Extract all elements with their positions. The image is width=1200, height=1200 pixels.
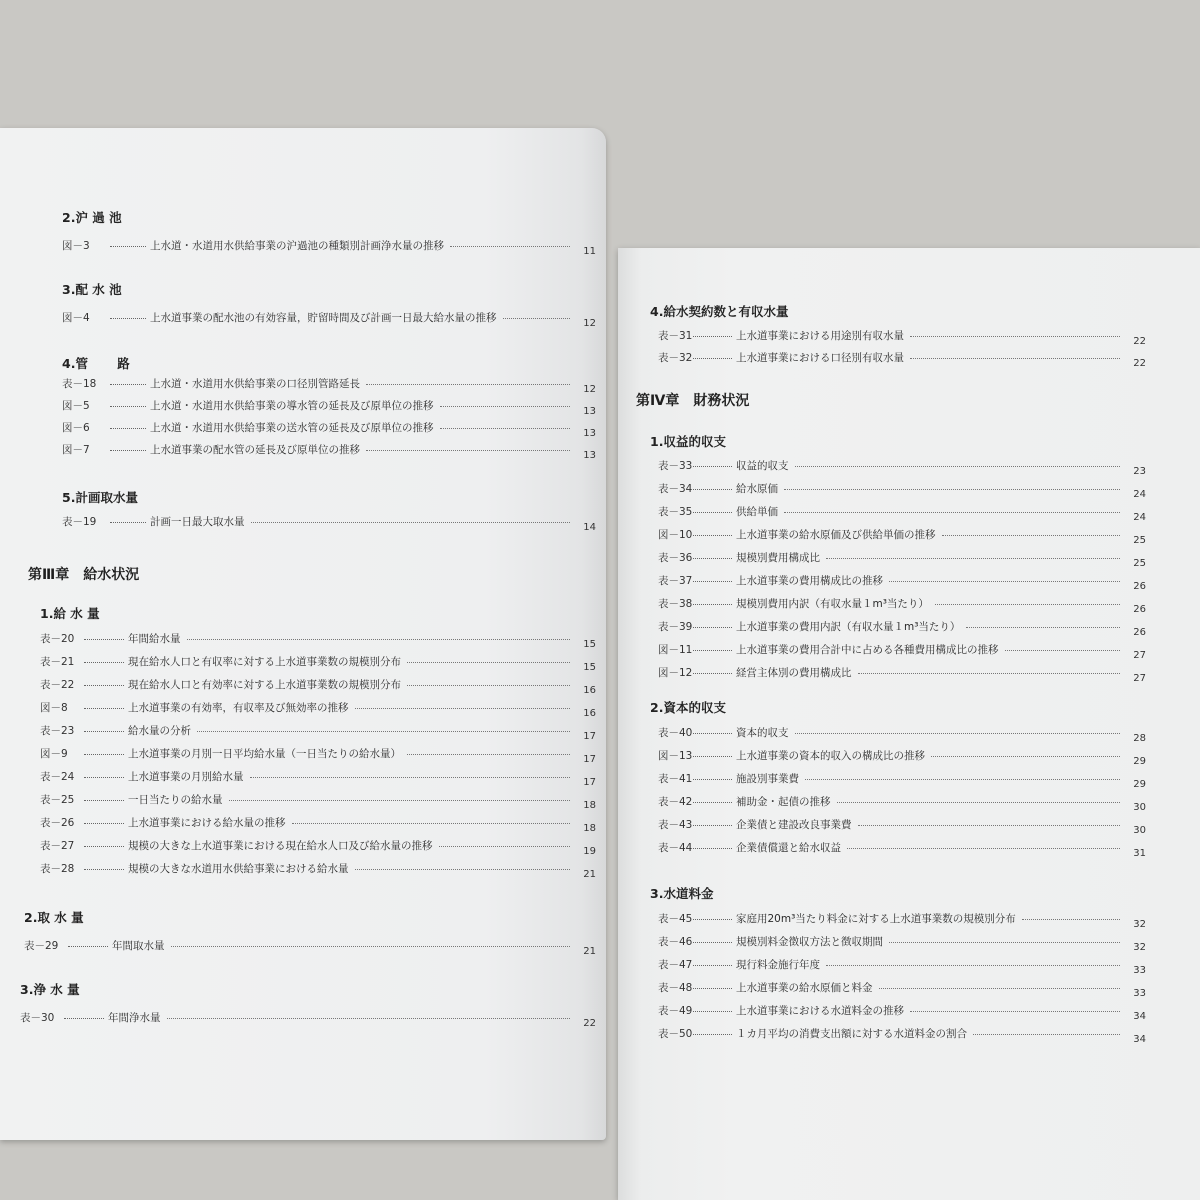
leader-dots [110, 450, 146, 451]
toc-entry [618, 748, 1150, 766]
leader-dots [84, 869, 124, 870]
entry-caption: 上水道事業の費用内訳（有収水量１m³当たり） [736, 621, 961, 633]
entry-caption: 上水道・水道用水供給事業の口径別管路延長 [150, 378, 360, 390]
entry-ref: 表－22 [40, 679, 75, 691]
toc-entry [0, 838, 600, 856]
leader-dots [187, 639, 571, 640]
section-title: 3.浄 水 量 [20, 982, 80, 997]
entry-ref: 表－33 [658, 460, 693, 472]
leader-dots [693, 919, 732, 920]
page-number: 18 [583, 800, 596, 811]
leader-dots [197, 731, 570, 732]
leader-dots [1005, 650, 1121, 651]
page-number: 33 [1133, 965, 1146, 976]
leader-dots [110, 246, 146, 247]
leader-dots [250, 777, 571, 778]
leader-dots [84, 800, 124, 801]
page-number: 21 [583, 946, 596, 957]
entry-ref: 表－39 [658, 621, 693, 633]
leader-dots [693, 627, 732, 628]
leader-dots [68, 946, 108, 947]
toc-entry [0, 310, 600, 328]
leader-dots [1022, 919, 1120, 920]
toc-entry [618, 1003, 1150, 1021]
toc-entry [618, 817, 1150, 835]
entry-ref: 表－34 [658, 483, 693, 495]
leader-dots [693, 604, 732, 605]
leader-dots [407, 754, 570, 755]
entry-ref: 表－19 [62, 516, 97, 528]
toc-entry [618, 527, 1150, 545]
entry-caption: 上水道・水道用水供給事業の沪過池の種類別計画浄水量の推移 [150, 240, 444, 252]
leader-dots [84, 662, 124, 663]
toc-entry [618, 642, 1150, 660]
toc-entry [0, 938, 600, 956]
page-number: 27 [1133, 673, 1146, 684]
chapter-title: 第Ⅲ章 給水状況 [28, 567, 140, 583]
page-number: 32 [1133, 942, 1146, 953]
toc-entry [618, 573, 1150, 591]
page-number: 33 [1133, 988, 1146, 999]
page-number: 30 [1133, 802, 1146, 813]
section-title: 4.給水契約数と有収水量 [650, 304, 789, 319]
entry-ref: 図－12 [658, 667, 693, 679]
toc-entry [618, 911, 1150, 929]
toc-entry [618, 458, 1150, 476]
leader-dots [693, 558, 732, 559]
page-number: 29 [1133, 756, 1146, 767]
entry-ref: 図－9 [40, 748, 68, 760]
leader-dots [292, 823, 571, 824]
page-number: 16 [583, 708, 596, 719]
leader-dots [693, 1034, 732, 1035]
entry-ref: 表－23 [40, 725, 75, 737]
toc-entry [0, 723, 600, 741]
toc-entry [618, 550, 1150, 568]
entry-caption: 上水道事業の配水池の有効容量，貯留時間及び計画一日最大給水量の推移 [150, 312, 497, 324]
page-number: 12 [583, 318, 596, 329]
entry-ref: 図－10 [658, 529, 693, 541]
entry-ref: 表－48 [658, 982, 693, 994]
toc-entry [0, 792, 600, 810]
entry-caption: 現在給水人口と有効率に対する上水道事業数の規模別分布 [128, 679, 401, 691]
page-number: 31 [1133, 848, 1146, 859]
toc-entry [0, 677, 600, 695]
leader-dots [693, 466, 732, 467]
page-number: 32 [1133, 919, 1146, 930]
entry-caption: 規模別料金徴収方法と徴収期間 [736, 936, 883, 948]
leader-dots [110, 384, 146, 385]
page-number: 21 [583, 869, 596, 880]
entry-ref: 表－29 [24, 940, 59, 952]
entry-caption: 給水原価 [736, 483, 778, 495]
entry-caption: 上水道事業の有効率，有収率及び無効率の推移 [128, 702, 349, 714]
entry-caption: 上水道事業の費用構成比の推移 [736, 575, 883, 587]
leader-dots [355, 708, 571, 709]
leader-dots [84, 731, 124, 732]
leader-dots [942, 535, 1121, 536]
leader-dots [858, 673, 1121, 674]
toc-entry [0, 769, 600, 787]
toc-entry [618, 840, 1150, 858]
entry-ref: 表－44 [658, 842, 693, 854]
leader-dots [858, 825, 1121, 826]
leader-dots [693, 336, 732, 337]
toc-entry [618, 350, 1150, 368]
leader-dots [693, 756, 732, 757]
leader-dots [693, 779, 732, 780]
entry-caption: 年間給水量 [128, 633, 181, 645]
entry-caption: 上水道事業における水道料金の推移 [736, 1005, 904, 1017]
entry-ref: 表－21 [40, 656, 75, 668]
leader-dots [693, 733, 732, 734]
leader-dots [171, 946, 571, 947]
toc-entry [618, 596, 1150, 614]
entry-caption: 資本的収支 [736, 727, 789, 739]
entry-caption: 企業債と建設改良事業費 [736, 819, 852, 831]
leader-dots [84, 685, 124, 686]
leader-dots [795, 733, 1121, 734]
entry-ref: 表－35 [658, 506, 693, 518]
leader-dots [110, 522, 146, 523]
section-title: 1.給 水 量 [40, 606, 100, 621]
toc-entry [618, 725, 1150, 743]
page-number: 34 [1133, 1011, 1146, 1022]
entry-caption: 上水道事業の月別一日平均給水量（一日当たりの給水量） [128, 748, 401, 760]
toc-entry [618, 980, 1150, 998]
toc-entry [0, 420, 600, 438]
toc-entry [0, 631, 600, 649]
leader-dots [366, 450, 570, 451]
page-number: 22 [1133, 358, 1146, 369]
entry-ref: 表－26 [40, 817, 75, 829]
left-page [0, 128, 606, 1140]
page-number: 26 [1133, 627, 1146, 638]
entry-caption: 年間浄水量 [108, 1012, 161, 1024]
entry-ref: 表－47 [658, 959, 693, 971]
page-number: 29 [1133, 779, 1146, 790]
page-number: 15 [583, 662, 596, 673]
entry-ref: 表－45 [658, 913, 693, 925]
leader-dots [693, 802, 732, 803]
leader-dots [935, 604, 1120, 605]
entry-ref: 図－5 [62, 400, 90, 412]
leader-dots [450, 246, 570, 247]
page-number: 17 [583, 731, 596, 742]
entry-caption: 規模の大きな水道用水供給事業における給水量 [128, 863, 349, 875]
leader-dots [84, 708, 124, 709]
leader-dots [110, 406, 146, 407]
entry-caption: 上水道事業の資本的収入の構成比の推移 [736, 750, 925, 762]
toc-entry [618, 328, 1150, 346]
toc-entry [618, 1026, 1150, 1044]
leader-dots [795, 466, 1121, 467]
page-number: 24 [1133, 512, 1146, 523]
entry-ref: 表－31 [658, 330, 693, 342]
entry-caption: 家庭用20m³当たり料金に対する上水道事業数の規模別分布 [736, 913, 1016, 925]
page-number: 34 [1133, 1034, 1146, 1045]
entry-ref: 表－30 [20, 1012, 55, 1024]
leader-dots [693, 358, 732, 359]
entry-caption: 経営主体別の費用構成比 [736, 667, 852, 679]
toc-entry [618, 957, 1150, 975]
page-number: 25 [1133, 535, 1146, 546]
toc-entry [0, 376, 600, 394]
entry-ref: 表－50 [658, 1028, 693, 1040]
entry-caption: 上水道事業における用途別有収水量 [736, 330, 904, 342]
leader-dots [784, 512, 1120, 513]
toc-entry [0, 654, 600, 672]
leader-dots [889, 581, 1120, 582]
leader-dots [84, 754, 124, 755]
leader-dots [503, 318, 571, 319]
toc-entry [0, 700, 600, 718]
leader-dots [879, 988, 1121, 989]
page-number: 11 [583, 246, 596, 257]
page-number: 19 [583, 846, 596, 857]
leader-dots [64, 1018, 104, 1019]
page-number: 15 [583, 639, 596, 650]
toc-entry [0, 1010, 600, 1028]
entry-ref: 表－49 [658, 1005, 693, 1017]
leader-dots [826, 965, 1120, 966]
entry-ref: 表－18 [62, 378, 97, 390]
page-number: 13 [583, 428, 596, 439]
page-number: 17 [583, 754, 596, 765]
section-title: 5.計画取水量 [62, 490, 138, 505]
leader-dots [229, 800, 571, 801]
toc-entry [618, 934, 1150, 952]
section-title: 2.資本的収支 [650, 700, 726, 715]
page-number: 14 [583, 522, 596, 533]
leader-dots [366, 384, 570, 385]
leader-dots [847, 848, 1120, 849]
leader-dots [440, 406, 571, 407]
leader-dots [84, 777, 124, 778]
entry-ref: 表－36 [658, 552, 693, 564]
page-number: 25 [1133, 558, 1146, 569]
leader-dots [84, 823, 124, 824]
entry-caption: 補助金・起債の推移 [736, 796, 831, 808]
page-number: 17 [583, 777, 596, 788]
page-number: 18 [583, 823, 596, 834]
page-number: 22 [583, 1018, 596, 1029]
page-number: 27 [1133, 650, 1146, 661]
leader-dots [84, 639, 124, 640]
leader-dots [910, 1011, 1120, 1012]
leader-dots [693, 965, 732, 966]
leader-dots [440, 428, 571, 429]
entry-ref: 図－6 [62, 422, 90, 434]
entry-caption: 上水道事業における口径別有収水量 [736, 352, 904, 364]
page-number: 16 [583, 685, 596, 696]
page-number: 24 [1133, 489, 1146, 500]
chapter-title: 第Ⅳ章 財務状況 [636, 393, 750, 409]
toc-entry [618, 794, 1150, 812]
leader-dots [826, 558, 1120, 559]
leader-dots [693, 942, 732, 943]
leader-dots [931, 756, 1120, 757]
leader-dots [110, 318, 146, 319]
toc-entry [0, 238, 600, 256]
toc-entry [0, 398, 600, 416]
toc-entry [0, 861, 600, 879]
entry-caption: 上水道事業の給水原価と料金 [736, 982, 873, 994]
leader-dots [355, 869, 571, 870]
entry-caption: １カ月平均の消費支出額に対する水道料金の割合 [736, 1028, 967, 1040]
leader-dots [693, 988, 732, 989]
entry-ref: 図－3 [62, 240, 90, 252]
leader-dots [693, 1011, 732, 1012]
leader-dots [966, 627, 1120, 628]
entry-ref: 表－46 [658, 936, 693, 948]
toc-entry [0, 514, 600, 532]
entry-caption: 供給単価 [736, 506, 778, 518]
page-number: 12 [583, 384, 596, 395]
entry-caption: 年間取水量 [112, 940, 165, 952]
entry-caption: 給水量の分析 [128, 725, 191, 737]
leader-dots [889, 942, 1120, 943]
toc-entry [618, 619, 1150, 637]
entry-caption: 上水道事業の月別給水量 [128, 771, 244, 783]
entry-caption: 計画一日最大取水量 [150, 516, 245, 528]
entry-caption: 上水道・水道用水供給事業の送水管の延長及び原単位の推移 [150, 422, 434, 434]
entry-caption: 一日当たりの給水量 [128, 794, 223, 806]
toc-entry [0, 746, 600, 764]
section-title: 1.収益的収支 [650, 434, 726, 449]
entry-caption: 規模別費用内訳（有収水量１m³当たり） [736, 598, 929, 610]
page-number: 30 [1133, 825, 1146, 836]
toc-entry [618, 504, 1150, 522]
page-number: 13 [583, 406, 596, 417]
leader-dots [693, 848, 732, 849]
leader-dots [973, 1034, 1120, 1035]
leader-dots [693, 825, 732, 826]
entry-ref: 表－43 [658, 819, 693, 831]
right-page [618, 248, 1200, 1200]
entry-ref: 図－8 [40, 702, 68, 714]
page-number: 22 [1133, 336, 1146, 347]
entry-caption: 現在給水人口と有収率に対する上水道事業数の規模別分布 [128, 656, 401, 668]
leader-dots [693, 512, 732, 513]
section-title: 2.取 水 量 [24, 910, 84, 925]
page-number: 26 [1133, 604, 1146, 615]
page-number: 28 [1133, 733, 1146, 744]
section-title: 3.配 水 池 [62, 282, 122, 297]
entry-ref: 図－11 [658, 644, 693, 656]
section-title: 3.水道料金 [650, 886, 714, 901]
entry-ref: 表－20 [40, 633, 75, 645]
entry-caption: 企業債償還と給水収益 [736, 842, 841, 854]
section-title: 4.管 路 [62, 356, 130, 371]
entry-caption: 上水道事業の費用合計中に占める各種費用構成比の推移 [736, 644, 999, 656]
toc-entry [618, 665, 1150, 683]
leader-dots [693, 581, 732, 582]
leader-dots [251, 522, 571, 523]
leader-dots [837, 802, 1121, 803]
leader-dots [784, 489, 1120, 490]
toc-entry [0, 442, 600, 460]
leader-dots [910, 358, 1120, 359]
entry-caption: 規模別費用構成比 [736, 552, 820, 564]
entry-caption: 収益的収支 [736, 460, 789, 472]
page-number: 26 [1133, 581, 1146, 592]
entry-caption: 現行料金施行年度 [736, 959, 820, 971]
entry-caption: 上水道事業の配水管の延長及び原単位の推移 [150, 444, 360, 456]
entry-ref: 表－25 [40, 794, 75, 806]
entry-ref: 表－42 [658, 796, 693, 808]
entry-ref: 表－40 [658, 727, 693, 739]
leader-dots [805, 779, 1120, 780]
leader-dots [439, 846, 571, 847]
section-title: 2.沪 過 池 [62, 210, 122, 225]
leader-dots [167, 1018, 571, 1019]
entry-ref: 表－32 [658, 352, 693, 364]
entry-ref: 図－4 [62, 312, 90, 324]
leader-dots [693, 489, 732, 490]
leader-dots [910, 336, 1120, 337]
entry-ref: 図－7 [62, 444, 90, 456]
page-number: 23 [1133, 466, 1146, 477]
entry-ref: 表－37 [658, 575, 693, 587]
page-number: 13 [583, 450, 596, 461]
leader-dots [693, 673, 732, 674]
entry-caption: 上水道事業の給水原価及び供給単価の推移 [736, 529, 936, 541]
entry-ref: 表－24 [40, 771, 75, 783]
entry-ref: 図－13 [658, 750, 693, 762]
entry-ref: 表－41 [658, 773, 693, 785]
toc-entry [0, 815, 600, 833]
leader-dots [693, 535, 732, 536]
entry-ref: 表－27 [40, 840, 75, 852]
toc-entry [618, 481, 1150, 499]
entry-ref: 表－28 [40, 863, 75, 875]
leader-dots [407, 662, 570, 663]
leader-dots [407, 685, 570, 686]
entry-caption: 上水道・水道用水供給事業の導水管の延長及び原単位の推移 [150, 400, 434, 412]
leader-dots [110, 428, 146, 429]
entry-ref: 表－38 [658, 598, 693, 610]
toc-entry [618, 771, 1150, 789]
entry-caption: 上水道事業における給水量の推移 [128, 817, 286, 829]
entry-caption: 規模の大きな上水道事業における現在給水人口及び給水量の推移 [128, 840, 433, 852]
leader-dots [693, 650, 732, 651]
entry-caption: 施設別事業費 [736, 773, 799, 785]
leader-dots [84, 846, 124, 847]
